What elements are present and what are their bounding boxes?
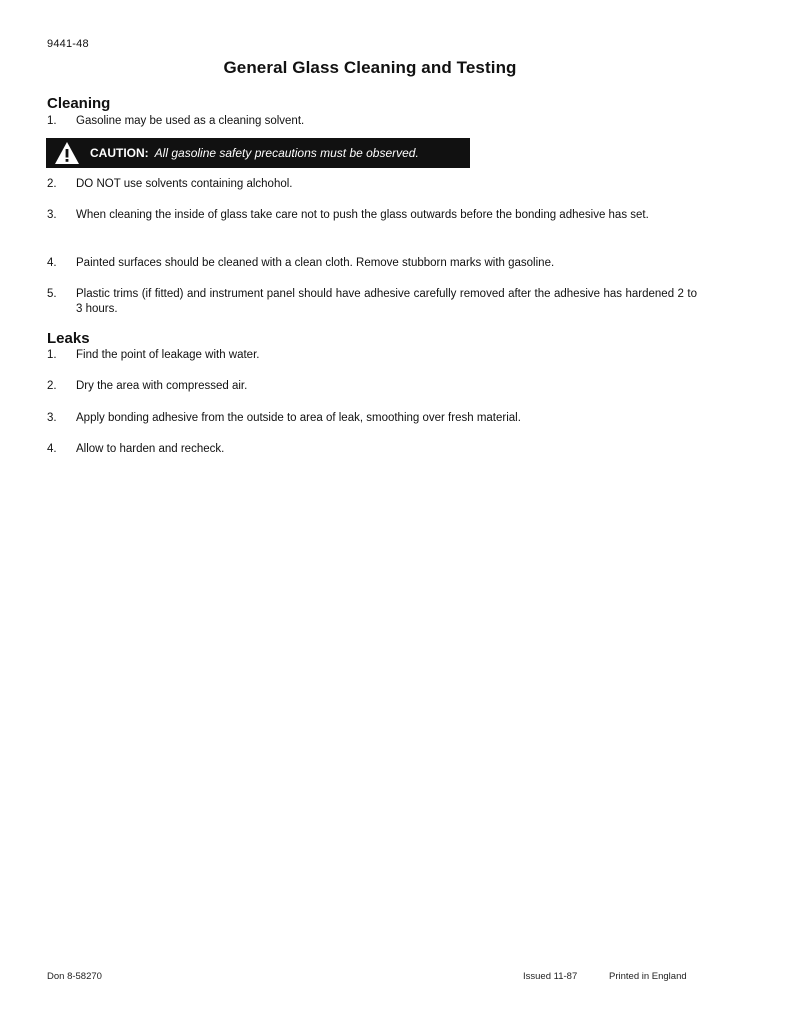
- item-number: 3.: [47, 209, 57, 221]
- list-item: [47, 442, 697, 457]
- caution-box: [46, 138, 470, 168]
- item-text: Painted surfaces should be cleaned with a clean cloth. Remove stubborn marks with gasoline.: [76, 257, 555, 269]
- item-number: 5.: [47, 288, 57, 300]
- warning-triangle-icon: [54, 141, 80, 165]
- caution-text: All gasoline safety precautions must be observed.: [154, 146, 419, 160]
- item-number: 3.: [47, 412, 57, 424]
- list-item: [47, 287, 697, 317]
- list-item: [47, 411, 697, 426]
- list-item: [47, 256, 697, 271]
- item-text: Allow to harden and recheck.: [76, 443, 225, 455]
- item-text: Gasoline may be used as a cleaning solvent.: [76, 115, 305, 127]
- item-text: DO NOT use solvents containing alchohol.: [76, 178, 293, 190]
- list-item: [47, 208, 697, 223]
- doc-number: 9441-48: [47, 38, 89, 50]
- footer-doc-reference: Don 8-58270: [47, 971, 102, 982]
- item-text: When cleaning the inside of glass take care not to push the glass outwards before the bonding adhesive has set.: [76, 209, 649, 221]
- footer-issued: Issued 11-87: [523, 971, 578, 982]
- item-number: 2.: [47, 380, 57, 392]
- item-number: 1.: [47, 349, 57, 361]
- footer-printed: Printed in England: [609, 971, 687, 982]
- list-item: [47, 114, 697, 129]
- list-item: [47, 379, 697, 394]
- list-item: [47, 177, 697, 192]
- item-number: 2.: [47, 178, 57, 190]
- item-text: Plastic trims (if fitted) and instrument panel should have adhesive carefully removed after the adhesive has hardened 2 to 3 hours.: [76, 288, 697, 315]
- item-text: Find the point of leakage with water.: [76, 349, 260, 361]
- caution-label: CAUTION:: [90, 146, 149, 160]
- item-number: 1.: [47, 115, 57, 127]
- item-text: Apply bonding adhesive from the outside to area of leak, smoothing over fresh material.: [76, 412, 521, 424]
- page-title: General Glass Cleaning and Testing: [223, 58, 517, 77]
- section-heading-leaks: Leaks: [47, 330, 90, 347]
- section-heading-cleaning: Cleaning: [47, 95, 111, 112]
- item-number: 4.: [47, 443, 57, 455]
- item-text: Dry the area with compressed air.: [76, 380, 248, 392]
- item-number: 4.: [47, 257, 57, 269]
- list-item: [47, 348, 697, 363]
